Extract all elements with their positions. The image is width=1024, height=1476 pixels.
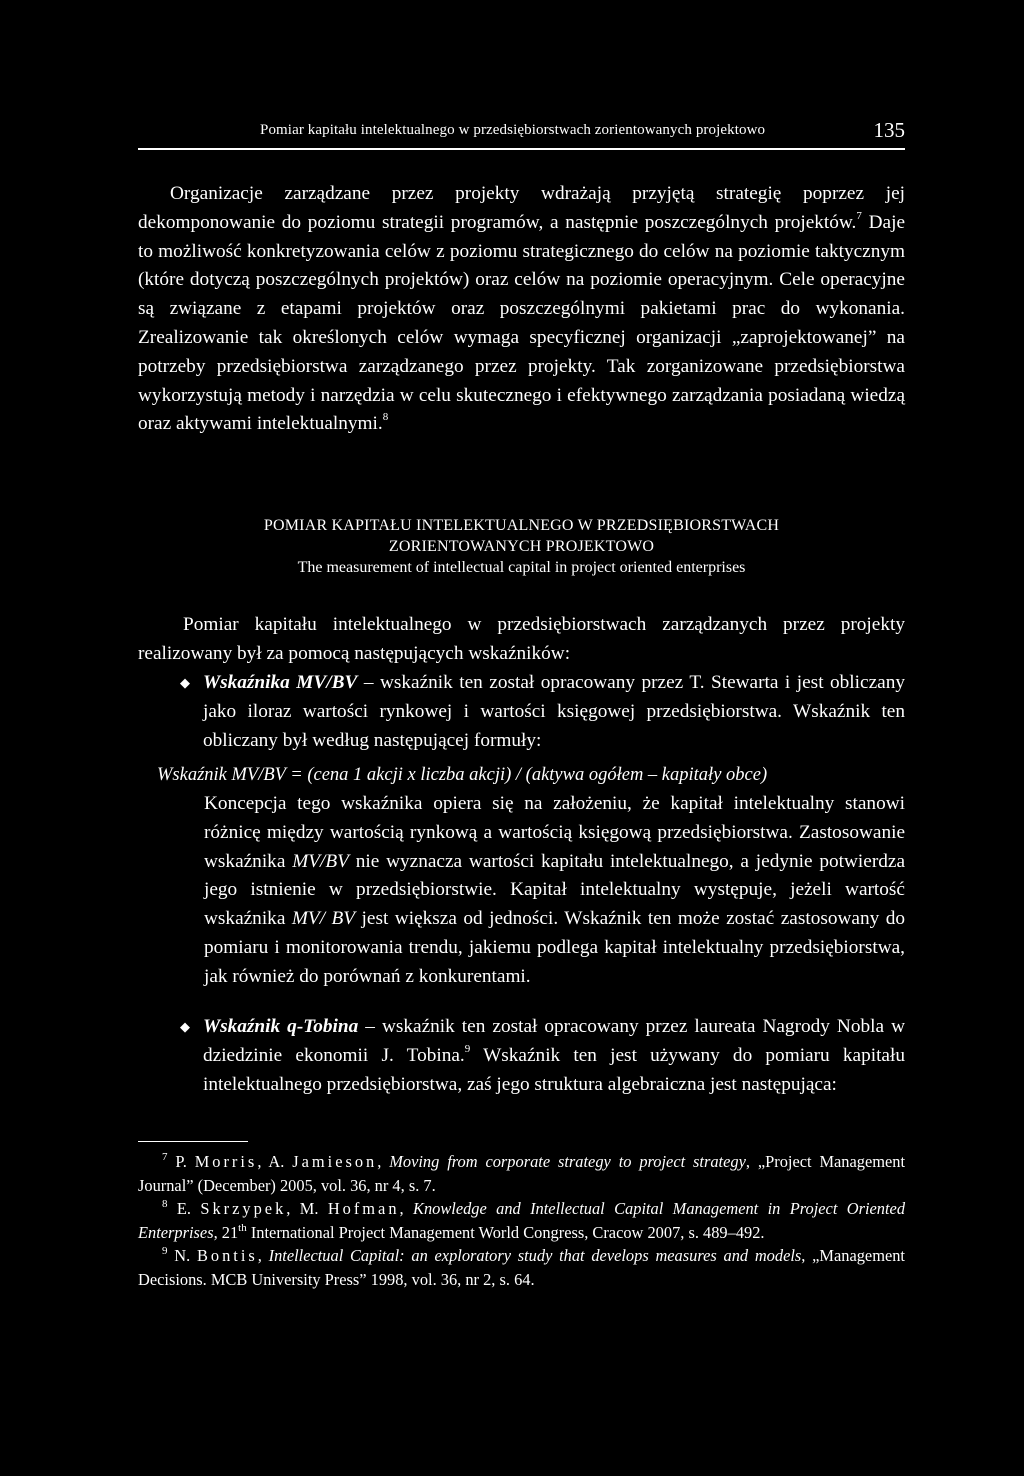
footnote-text: P.: [167, 1152, 195, 1171]
paragraph-mvbv-concept: [204, 790, 905, 992]
section-subtitle-english: The measurement of intellectual capital in project oriented enterprises: [297, 559, 746, 576]
footnote-9: [138, 1244, 905, 1291]
footnote-text: ,: [377, 1152, 390, 1171]
running-header: [138, 118, 905, 150]
running-title: Pomiar kapitału intelektualnego w przedsiębiorstwach zorientowanych projektowo: [260, 122, 766, 138]
footnote-ref-9[interactable]: 9: [464, 1042, 471, 1055]
section-heading: [138, 515, 905, 579]
footnote-number: 7: [162, 1151, 168, 1163]
diamond-bullet-icon: ◆: [180, 1019, 190, 1034]
term-mvbv: Wskaźnika MV/BV: [203, 672, 358, 693]
footnotes: [138, 1150, 905, 1291]
footnote-title: Intellectual Capital: an exploratory study that develops measures and models: [268, 1246, 802, 1265]
footnote-text: , „Project Management Journal” (December) 2005, vol. 36, nr 4, s. 7.: [138, 1152, 906, 1195]
footnote-author: Jamieson: [292, 1152, 378, 1171]
footnote-author: Bontis: [196, 1246, 258, 1265]
page-number: 135: [873, 118, 905, 142]
list-item-text: – wskaźnik ten został opracowany przez laureata Nagrody Nobla w dziedzinie ekonomii J. Tobina.: [203, 1016, 906, 1066]
paragraph-intro: [138, 180, 905, 439]
footnote-author: Hofman: [327, 1199, 400, 1218]
footnote-text: , M.: [286, 1199, 328, 1218]
footnote-8: [138, 1197, 905, 1244]
footnote-text: N.: [167, 1246, 197, 1265]
list-item-q-tobin: [180, 1013, 906, 1099]
inline-term: MV/ BV: [291, 908, 356, 930]
term-q-tobin: Wskaźnik q-Tobina: [203, 1016, 359, 1037]
footnote-number: 8: [162, 1198, 168, 1210]
paragraph-measurement: Pomiar kapitału intelektualnego w przedsiębiorstwach zarządzanych przez projekty realizowany był za pomocą następujących wskaźników:: [138, 614, 905, 664]
footnote-text: ,: [257, 1246, 269, 1265]
paragraph-text: Daje to możliwość konkretyzowania celów z poziomu strategicznego do celów na poziomie taktycznym (które dotyczą poszczególnych projektów) oraz celów na poziomie operacyjnym. Cele operacyjne są związane z etapami projektów oraz poszczególnymi pakietami prac do wykonania. Zrealizowanie tak określonych celów wymaga specyficznej organizacji „zaprojektowanej” na potrzeby przedsiębiorstwa zarządzanego przez projekty. Tak zorganizowane przedsiębiorstwa wykorzystują metody i narzędzia w celu skutecznego i efektywnego zarządzania posiadaną wiedzą oraz aktywami intelektualnymi.: [138, 211, 906, 435]
footnote-title: Moving from corporate strategy to project strategy: [389, 1152, 746, 1171]
footnote-author: Skrzypek: [200, 1199, 287, 1218]
footnote-title: Knowledge and Intellectual Capital Management in Project Oriented Enterprises: [138, 1199, 906, 1242]
section-title-line1: POMIAR KAPITAŁU INTELEKTUALNEGO W PRZEDSIĘBIORSTWACH: [263, 517, 780, 534]
footnote-number: 9: [162, 1245, 168, 1257]
list-item-text: – wskaźnik ten został opracowany przez T. Stewarta i jest obliczany jako iloraz wartości rynkowej i wartości księgowej przedsiębiorstwa. Wskaźnik ten obliczany był według następującej formuły:: [203, 672, 905, 751]
footnote-text: E.: [167, 1199, 201, 1218]
footnote-ref-8[interactable]: 8: [382, 411, 389, 424]
ordinal-suffix: th: [238, 1221, 247, 1234]
paragraph-text: jest większa od jedności. Wskaźnik ten może zostać zastosowany do pomiaru i monitorowania trendu, jakiemu podlega kapitał intelektualny przedsiębiorstwa, jak również do porównań z konkurentami.: [204, 908, 905, 987]
list-item-text: Wskaźnik ten jest używany do pomiaru kapitału intelektualnego przedsiębiorstwa, zaś jego struktura algebraiczna jest następująca:: [203, 1044, 905, 1095]
list-item-mvbv: [180, 669, 905, 755]
footnote-ref-7[interactable]: 7: [856, 209, 862, 222]
footnote-author: Morris: [194, 1152, 258, 1171]
inline-term: MV/BV: [292, 850, 349, 872]
section-title-line2: ZORIENTOWANYCH PROJEKTOWO: [388, 538, 655, 555]
footnote-divider: [138, 1141, 248, 1142]
paragraph-text: Organizacje zarządzane przez projekty wdrażają przyjętą strategię poprzez jej dekomponowanie do poziomu strategii programów, a następnie poszczególnych projektów.: [138, 183, 905, 233]
paragraph-text: Koncepcja tego wskaźnika opiera się na założeniu, że kapitał intelektualny stanowi różnicę między wartością rynkową a wartością księgową przedsiębiorstwa. Zastosowanie wskaźnika: [204, 793, 905, 872]
footnote-7: [138, 1150, 905, 1197]
footnote-text: , „Management Decisions. MCB University Press” 1998, vol. 36, nr 2, s. 64.: [138, 1246, 905, 1289]
footnote-text: , 21: [213, 1222, 239, 1242]
formula-mvbv: Wskaźnik MV/BV = (cena 1 akcji x liczba akcji) / (aktywa ogółem – kapitały obce): [157, 765, 768, 785]
footnote-text: , A.: [257, 1152, 293, 1171]
footnote-text: International Project Management World Congress, Cracow 2007, s. 489–492.: [246, 1222, 765, 1242]
diamond-bullet-icon: ◆: [180, 675, 190, 690]
footnote-text: ,: [399, 1199, 414, 1218]
paragraph-text: nie wyznacza wartości kapitału intelektualnego, a jedynie potwierdza jego istnienie w przedsiębiorstwie. Kapitał intelektualny występuje, jeżeli wartość wskaźnika: [204, 850, 905, 930]
